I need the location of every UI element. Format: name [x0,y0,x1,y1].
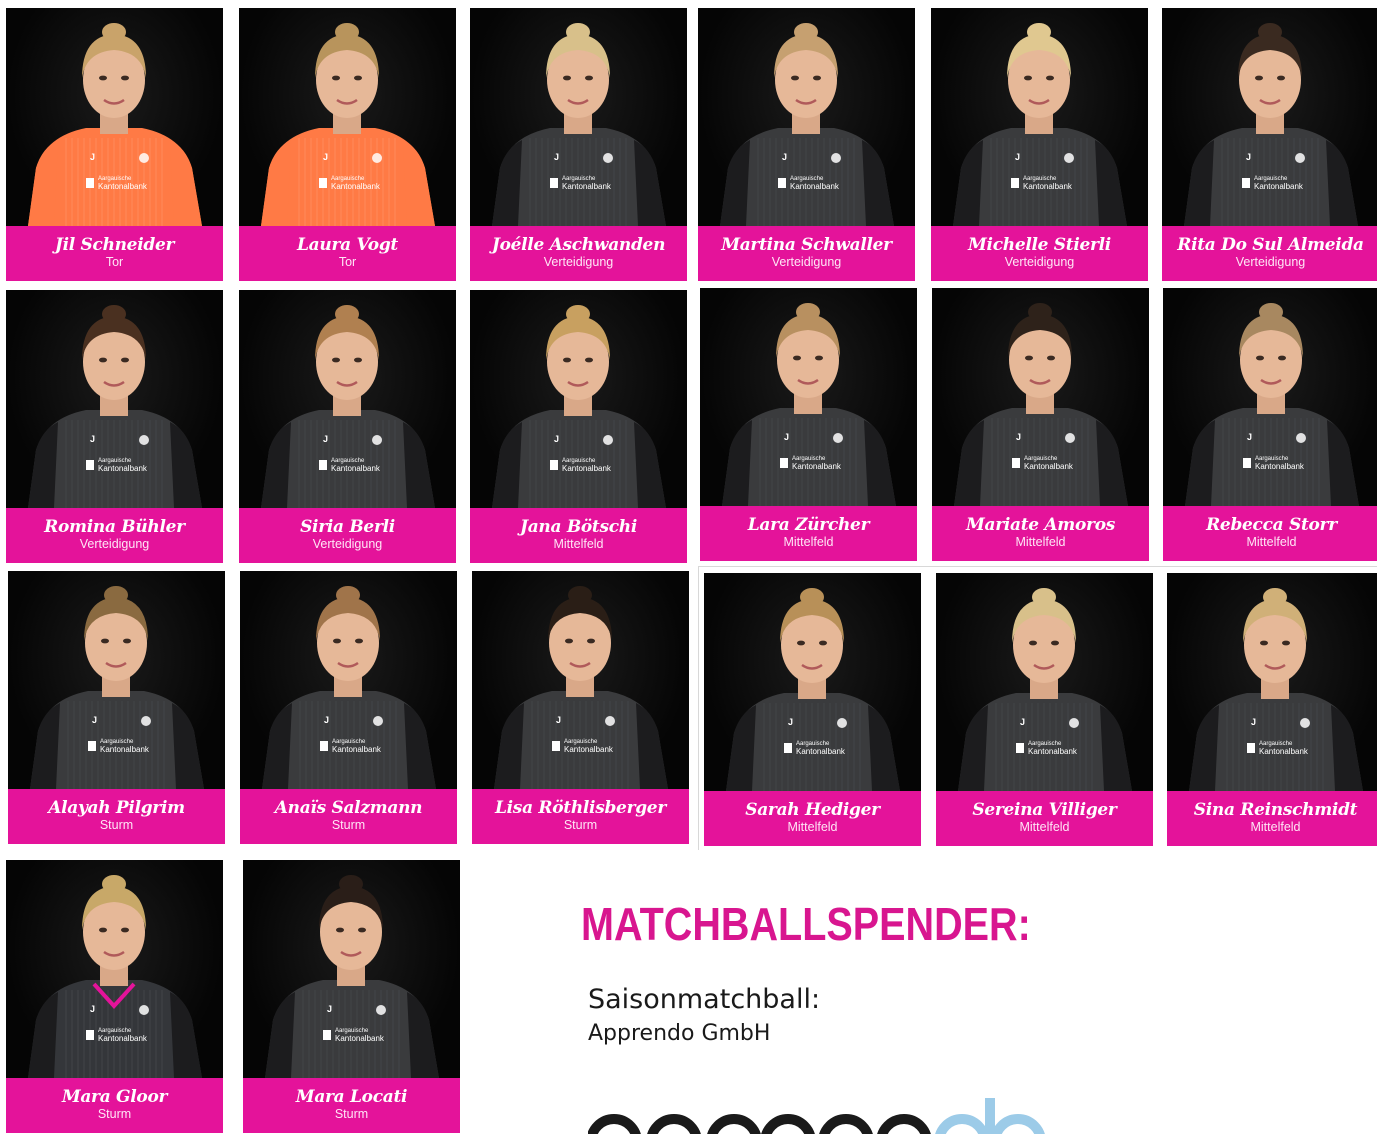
player-card [6,290,223,563]
player-photo [6,8,223,226]
svg-text:J: J [90,434,96,444]
player-photo [704,573,921,791]
player-label [239,226,456,281]
player-label [6,226,223,281]
divider-line [698,566,1377,567]
player-photo [472,571,689,789]
svg-text:Kantonalbank: Kantonalbank [1028,747,1077,756]
svg-text:Kantonalbank: Kantonalbank [335,1034,384,1043]
player-photo [931,8,1148,226]
sponsor-company: Apprendo GmbH [588,1021,771,1046]
svg-text:J: J [1015,152,1021,162]
player-position: Verteidigung [1235,255,1306,269]
svg-text:Aargauische: Aargauische [564,739,598,745]
player-position: Mittelfeld [783,535,834,549]
player-photo-frame [8,571,225,789]
player-photo-frame [936,573,1153,791]
player-position: Verteidigung [312,537,383,551]
svg-text:Aargauische: Aargauische [1254,176,1288,182]
svg-text:J: J [1016,432,1022,442]
svg-text:J: J [92,715,98,725]
player-label [6,1078,223,1133]
player-position: Mittelfeld [1015,535,1066,549]
player-card [6,860,223,1133]
svg-text:J: J [90,152,96,162]
player-position: Verteidigung [1004,255,1075,269]
svg-text:Kantonalbank: Kantonalbank [790,182,839,191]
player-card [931,8,1148,281]
player-card [936,573,1153,846]
player-card [243,860,460,1133]
svg-text:Aargauische: Aargauische [796,741,830,747]
svg-text:Kantonalbank: Kantonalbank [332,745,381,754]
player-photo-frame [239,8,456,226]
svg-text:Aargauische: Aargauische [332,739,366,745]
svg-text:J: J [556,715,562,725]
player-label [1167,791,1377,846]
player-name: Lisa Röthlisberger [494,798,666,818]
player-label [932,506,1149,561]
player-card [1162,8,1377,281]
svg-text:J: J [1246,152,1252,162]
player-label [239,508,456,563]
svg-text:Kantonalbank: Kantonalbank [1255,462,1304,471]
player-photo-frame [6,860,223,1078]
player-label [6,508,223,563]
player-photo-frame [1162,8,1377,226]
apprendo-logo [588,1090,1048,1134]
player-label [472,789,689,844]
svg-text:Kantonalbank: Kantonalbank [564,745,613,754]
player-card [240,571,457,844]
svg-text:Kantonalbank: Kantonalbank [562,182,611,191]
player-photo-frame [6,8,223,226]
player-name: Rebecca Storr [1206,515,1337,535]
player-name: Mariate Amoros [965,515,1116,535]
svg-text:Aargauische: Aargauische [1024,456,1058,462]
player-photo-frame [931,8,1148,226]
player-photo-frame [243,860,460,1078]
player-label [1162,226,1377,281]
svg-text:Aargauische: Aargauische [98,458,132,464]
svg-text:Aargauische: Aargauische [335,1028,369,1034]
player-card [470,290,687,563]
player-name: Alayah Pilgrim [48,798,185,818]
player-photo-frame [932,288,1149,506]
player-photo-frame [6,290,223,508]
player-card [6,8,223,281]
player-photo [470,8,687,226]
player-position: Sturm [97,1107,132,1121]
player-position: Tor [105,255,124,269]
player-photo [240,571,457,789]
player-name: Rita Do Sul Almeida [1177,235,1364,255]
player-photo [243,860,460,1078]
player-position: Verteidigung [771,255,842,269]
player-name: Laura Vogt [297,235,398,255]
player-label [1163,506,1377,561]
player-card [472,571,689,844]
player-name: Siria Berli [300,517,395,537]
svg-text:Kantonalbank: Kantonalbank [331,464,380,473]
svg-text:Aargauische: Aargauische [1023,176,1057,182]
player-name: Sarah Hediger [745,800,880,820]
player-photo [932,288,1149,506]
player-position: Sturm [563,818,598,832]
player-card [932,288,1149,561]
player-name: Mara Locati [295,1087,408,1107]
svg-text:Kantonalbank: Kantonalbank [98,182,147,191]
svg-text:Aargauische: Aargauische [98,176,132,182]
player-position: Mittelfeld [1019,820,1070,834]
player-photo-frame [700,288,917,506]
player-position: Sturm [334,1107,369,1121]
svg-text:Kantonalbank: Kantonalbank [98,464,147,473]
player-name: Sina Reinschmidt [1193,800,1358,820]
svg-text:Aargauische: Aargauische [1259,741,1293,747]
player-label [8,789,225,844]
divider-line-vertical [698,566,699,850]
player-photo-frame [240,571,457,789]
svg-text:Kantonalbank: Kantonalbank [331,182,380,191]
svg-text:Aargauische: Aargauische [562,176,596,182]
svg-text:Aargauische: Aargauische [100,739,134,745]
player-position: Tor [338,255,357,269]
player-card [704,573,921,846]
player-name: Michelle Stierli [968,235,1111,255]
player-label [240,789,457,844]
svg-text:Kantonalbank: Kantonalbank [100,745,149,754]
player-label [931,226,1148,281]
sponsor-subtitle: Saisonmatchball: [588,984,821,1015]
player-name: Mara Gloor [61,1087,168,1107]
player-label [936,791,1153,846]
player-photo [6,860,223,1078]
player-position: Mittelfeld [1250,820,1301,834]
svg-text:J: J [554,434,560,444]
player-card [1163,288,1377,561]
player-photo-frame [698,8,915,226]
svg-text:Kantonalbank: Kantonalbank [1254,182,1303,191]
svg-text:J: J [90,1004,96,1014]
player-photo [1162,8,1377,226]
player-label [700,506,917,561]
player-photo-frame [239,290,456,508]
player-photo [1167,573,1377,791]
player-card [239,290,456,563]
player-label [698,226,915,281]
player-photo [8,571,225,789]
player-photo-frame [1163,288,1377,506]
player-photo [936,573,1153,791]
svg-text:J: J [554,152,560,162]
svg-text:J: J [788,717,794,727]
player-photo [700,288,917,506]
svg-text:Kantonalbank: Kantonalbank [562,464,611,473]
svg-text:J: J [323,434,329,444]
player-card [8,571,225,844]
player-photo-frame [470,8,687,226]
svg-text:Aargauische: Aargauische [98,1028,132,1034]
svg-text:J: J [323,152,329,162]
player-name: Jil Schneider [54,235,175,255]
player-photo [698,8,915,226]
player-photo-frame [470,290,687,508]
player-card [470,8,687,281]
svg-text:J: J [327,1004,333,1014]
player-name: Romina Bühler [44,517,185,537]
player-position: Verteidigung [79,537,150,551]
svg-text:Aargauische: Aargauische [1255,456,1289,462]
svg-text:J: J [784,432,790,442]
player-photo [1163,288,1377,506]
player-card [700,288,917,561]
svg-text:Kantonalbank: Kantonalbank [796,747,845,756]
svg-text:J: J [1251,717,1257,727]
svg-text:Aargauische: Aargauische [790,176,824,182]
svg-text:Kantonalbank: Kantonalbank [1259,747,1308,756]
svg-text:J: J [1020,717,1026,727]
player-photo-frame [472,571,689,789]
svg-text:Aargauische: Aargauische [331,176,365,182]
svg-text:J: J [782,152,788,162]
player-position: Mittelfeld [1246,535,1297,549]
sponsor-title: MATCHBALLSPENDER: [581,898,1031,950]
player-photo [6,290,223,508]
player-name: Martina Schwaller [721,235,892,255]
svg-text:Aargauische: Aargauische [792,456,826,462]
svg-text:J: J [324,715,330,725]
player-name: Anaïs Salzmann [274,798,423,818]
player-label [243,1078,460,1133]
player-card [698,8,915,281]
player-position: Sturm [331,818,366,832]
player-photo-frame [1167,573,1377,791]
player-label [704,791,921,846]
player-position: Sturm [99,818,134,832]
player-photo-frame [704,573,921,791]
player-card [1167,573,1377,846]
player-position: Mittelfeld [787,820,838,834]
player-name: Lara Zürcher [747,515,870,535]
player-card [239,8,456,281]
player-photo [239,290,456,508]
player-label [470,508,687,563]
player-name: Joélle Aschwanden [491,235,666,255]
svg-text:Aargauische: Aargauische [562,458,596,464]
player-photo [470,290,687,508]
player-name: Sereina Villiger [972,800,1117,820]
svg-text:Kantonalbank: Kantonalbank [1024,462,1073,471]
player-photo [239,8,456,226]
svg-text:Aargauische: Aargauische [1028,741,1062,747]
player-label [470,226,687,281]
player-position: Verteidigung [543,255,614,269]
player-position: Mittelfeld [553,537,604,551]
svg-text:J: J [1247,432,1253,442]
svg-text:Kantonalbank: Kantonalbank [1023,182,1072,191]
svg-text:Aargauische: Aargauische [331,458,365,464]
svg-text:Kantonalbank: Kantonalbank [792,462,841,471]
player-name: Jana Bötschi [519,517,638,537]
svg-text:Kantonalbank: Kantonalbank [98,1034,147,1043]
